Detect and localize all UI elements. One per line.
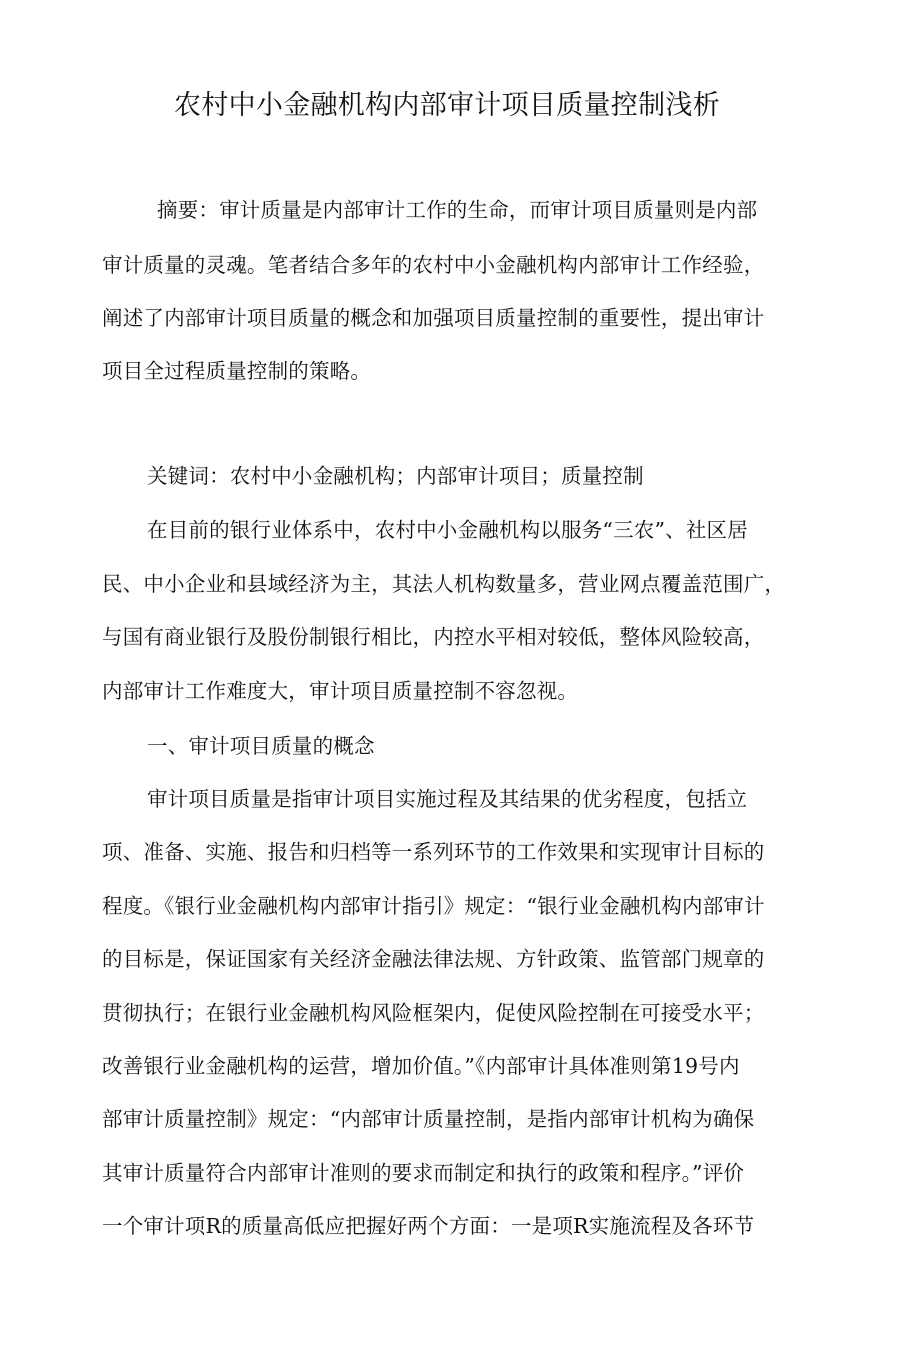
abstract-line: 阐述了内部审计项目质量的概念和加强项目质量控制的重要性，提出审计 [102,306,765,330]
section-paragraph-line: 项、准备、实施、报告和归档等一系列环节的工作效果和实现审计目标的 [102,840,765,864]
document-title: 农村中小金融机构内部审计项目质量控制浅析 [174,90,720,121]
keywords-line: 关键词：农村中小金融机构；内部审计项目；质量控制 [147,464,644,488]
section-paragraph-line: 程度。《银行业金融机构内部审计指引》规定：“银行业金融机构内部审计 [102,894,765,918]
section-heading: 一、审计项目质量的概念 [147,734,375,758]
section-paragraph-line: 改善银行业金融机构的运营，增加价值。”《内部审计具体准则第19号内 [102,1054,740,1078]
intro-paragraph-line: 在目前的银行业体系中，农村中小金融机构以服务“三农”、社区居 [147,518,748,542]
abstract-line: 项目全过程质量控制的策略。 [102,359,372,383]
intro-paragraph-line: 民、中小企业和县域经济为主，其法人机构数量多，营业网点覆盖范围广， [102,572,786,596]
abstract-line: 摘要：审计质量是内部审计工作的生命，而审计项目质量则是内部 [157,198,758,222]
abstract-line: 审计质量的灵魂。笔者结合多年的农村中小金融机构内部审计工作经验， [102,253,765,277]
section-paragraph-line: 一个审计项R的质量高低应把握好两个方面：一是项R实施流程及各环节 [102,1214,755,1238]
section-paragraph-line: 的目标是，保证国家有关经济金融法律法规、方针政策、监管部门规章的 [102,947,765,971]
intro-paragraph-line: 与国有商业银行及股份制银行相比，内控水平相对较低，整体风险较高， [102,625,765,649]
section-paragraph-line: 部审计质量控制》规定：“内部审计质量控制，是指内部审计机构为确保 [102,1107,755,1131]
section-paragraph-line: 贯彻执行；在银行业金融机构风险框架内，促使风险控制在可接受水平； [102,1001,765,1025]
intro-paragraph-line: 内部审计工作难度大，审计项目质量控制不容忽视。 [102,679,579,703]
section-paragraph-line: 其审计质量符合内部审计准则的要求而制定和执行的政策和程序。”评价 [102,1161,745,1185]
section-paragraph-line: 审计项目质量是指审计项目实施过程及其结果的优劣程度，包括立 [147,787,748,811]
